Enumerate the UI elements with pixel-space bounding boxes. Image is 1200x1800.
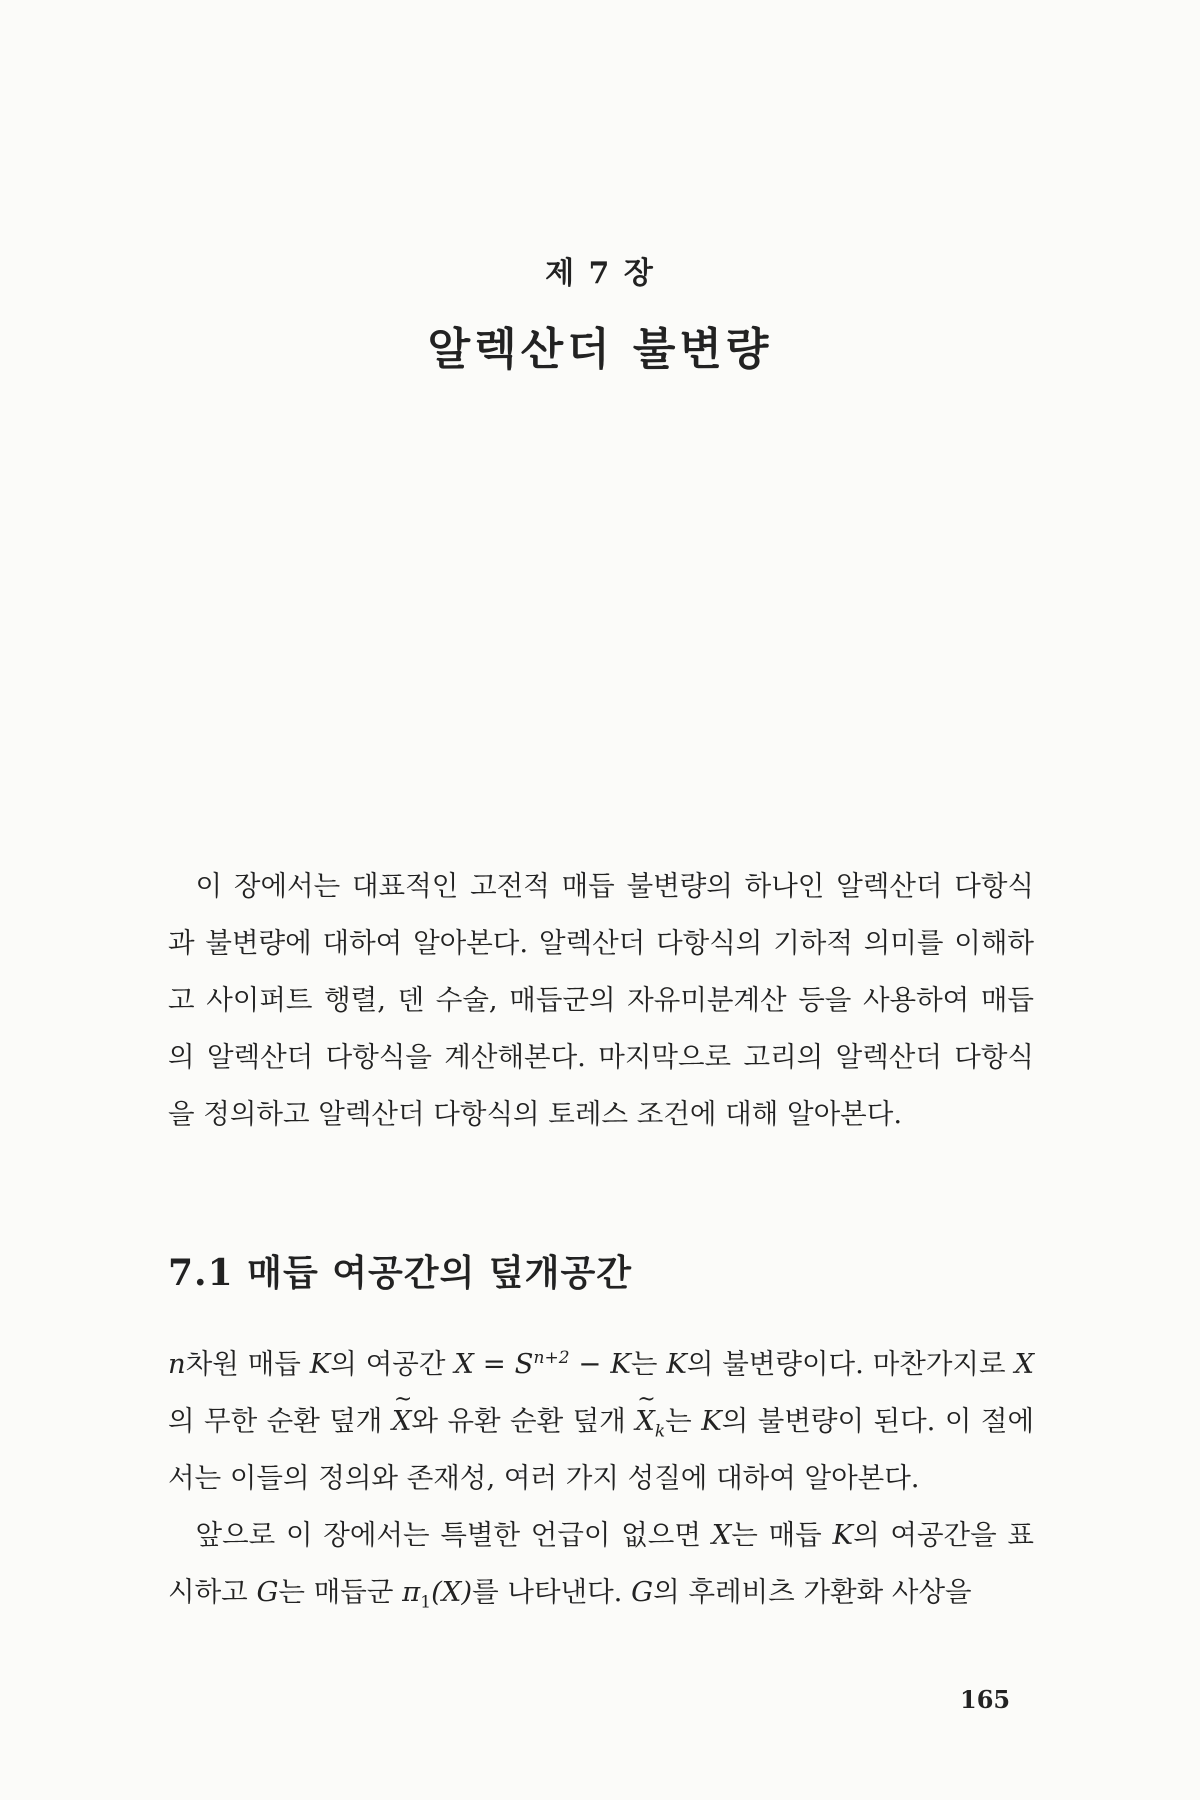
- page-number: 165: [960, 1685, 1011, 1714]
- math-g: G: [631, 1576, 654, 1608]
- text-run: 는: [630, 1348, 667, 1380]
- math-x: X: [711, 1519, 732, 1551]
- section-heading: 7.1 매듭 여공간의 덮개공간: [168, 1252, 632, 1294]
- math-x-tilde: ~ X: [392, 1393, 412, 1450]
- math-n: n: [168, 1348, 186, 1380]
- text-run: 는 매듭군: [278, 1576, 403, 1608]
- text-run: 앞으로 이 장에서는 특별한 언급이 없으면: [195, 1519, 712, 1551]
- text-run: 의 무한 순환 덮개: [168, 1405, 392, 1437]
- text-run: 는 매듭: [731, 1519, 833, 1551]
- text-run: 의 불변량이다. 마찬가지로: [686, 1348, 1015, 1380]
- math-subscript: 1: [420, 1592, 432, 1613]
- section-paragraph-2: [168, 1507, 1034, 1621]
- text-run: 는: [665, 1405, 702, 1437]
- math-pi: π: [402, 1576, 421, 1608]
- text-run: 의 불변량이 된다. 이 절에서는 이들의 정의와 존재성, 여러 가지 성질에 대하여 알아본다.: [168, 1405, 1035, 1494]
- math-x: X: [1014, 1348, 1035, 1380]
- math-subscript: k: [654, 1421, 666, 1442]
- text-run: 의 여공간을 표시하고: [168, 1519, 1034, 1608]
- math-g: G: [256, 1576, 279, 1608]
- math-x: X: [454, 1348, 474, 1380]
- chapter-title: 알렉산더 불변량: [427, 324, 773, 375]
- math-k: K: [309, 1348, 331, 1380]
- math-superscript: n+2: [533, 1347, 570, 1368]
- math-k: K: [666, 1348, 687, 1380]
- section-paragraph-1: [168, 1336, 1034, 1507]
- math-equals: =: [473, 1348, 515, 1380]
- math-x-group: (X): [431, 1576, 473, 1608]
- math-k: K: [610, 1348, 631, 1380]
- text-run: 의 후레비츠 가환화 사상을: [653, 1576, 972, 1608]
- text-run: 의 여공간: [330, 1348, 455, 1380]
- math-s: S: [514, 1348, 534, 1380]
- text-run: 를 나타낸다.: [472, 1576, 632, 1608]
- math-k: K: [832, 1519, 854, 1551]
- chapter-label: 제 7 장: [545, 256, 655, 291]
- math-x-tilde-k: ~ X: [635, 1393, 655, 1450]
- text-run: 와 유환 순환 덮개: [411, 1405, 636, 1437]
- math-minus: −: [569, 1348, 611, 1380]
- text-run: 차원 매듭: [185, 1348, 310, 1380]
- intro-paragraph: 이 장에서는 대표적인 고전적 매듭 불변량의 하나인 알렉산더 다항식과 불변량에 대하여 알아본다. 알렉산더 다항식의 기하적 의미를 이해하고 사이퍼트 행렬, 덴 수술, 매듭군의 자유미분계산 등을 사용하여 매듭의 알렉산더 다항식을 계산해본다. 마지막으로 고리의 알렉산더 다항식을 정의하고 알렉산더 다항식의 토레스 조건에 대해 알아본다.: [168, 870, 1034, 1130]
- math-k: K: [701, 1405, 722, 1437]
